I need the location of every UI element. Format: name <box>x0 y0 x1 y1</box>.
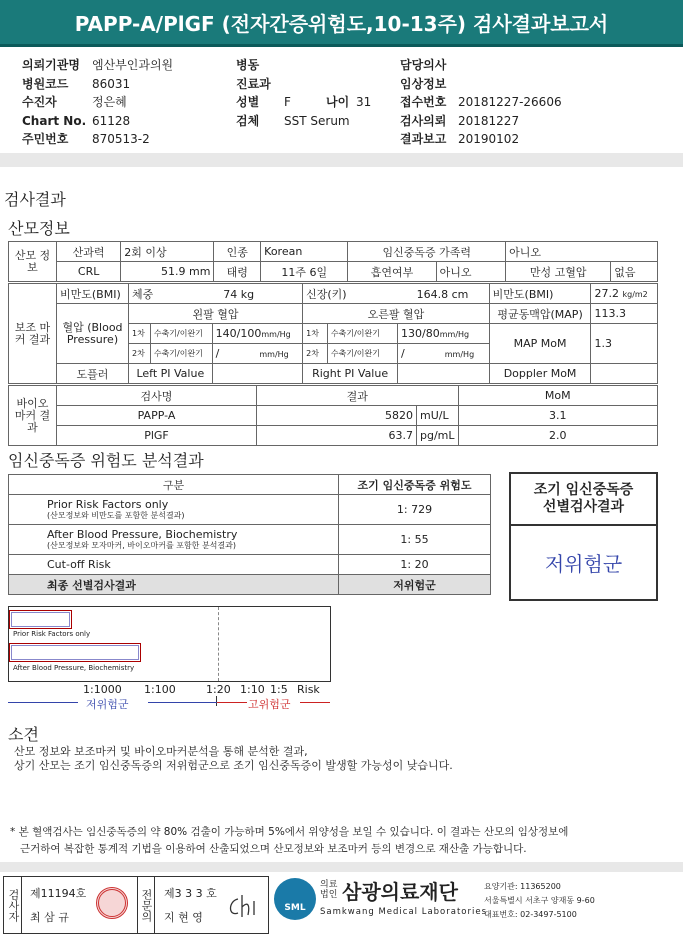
tick-1000: 1:1000 <box>83 683 122 696</box>
org-info: 요양기관: 11365200 서울특별시 서초구 양재동 9-60 대표번호: 02-3497-5100 <box>484 882 595 919</box>
tick-5: 1:5 <box>270 683 288 696</box>
header-divider <box>0 153 683 167</box>
signature-icon <box>226 891 262 921</box>
report-title: PAPP-A/PlGF (전자간증위험도,10-13주) 검사결과보고서 <box>0 0 683 47</box>
aux-marker-table: 보조 마커 결과 비만도(BMI) 체중 74 kg 신장(키) 164.8 cm 비만도(BMI) 27.2 kg/m2 혈압 (Blood Pressure) 왼팔 혈압 오른팔 혈압 평균동맥압(MAP) 113.3 1차 수축기/이완기 140/100mm/Hg 1차 수축기/이완기 130/80mm/Hg MAP MoM 1.3 2차 수축기/이완기 / mm/Hg 2차 수축기/이완기 / mm/Hg 도플러 Left PI Value Right PI Value Doppler MoM <box>8 283 658 384</box>
sml-logo-icon: SML <box>274 878 316 920</box>
high-risk-label: 고위험군 <box>248 698 291 711</box>
note-text: * 본 혈액검사는 임신중독증의 약 80% 검출이 가능하며 5%에서 위양성을 보일 수 있습니다. 이 결과는 산모의 임상정보에 근거하여 복잡한 통계적 기법을 이용하여 산출되었으며 산모정보와 보조마커 등의 변경으로 재산출 가능합니다. <box>10 826 569 855</box>
opinion-text: 산모 정보와 보조마커 및 바이오마커분석을 통해 분석한 결과, 상기 산모는 조기 임신중독증의 저위험군으로 조기 임신중독증이 발생할 가능성이 낮습니다. <box>14 745 453 772</box>
org-english: Samkwang Medical Laboratories <box>320 907 488 917</box>
risk-heading: 임신중독증 위험도 분석결과 <box>8 451 204 470</box>
header-col-2: 병동 진료과 성별 F 나이 31 검체 SST Serum <box>236 58 372 128</box>
footer-divider <box>0 862 683 872</box>
tick-10: 1:10 <box>240 683 265 696</box>
signature-box: 검사자 제11194호 최 삼 규 전문의 제3 3 3 호 지 현 영 <box>3 876 269 934</box>
bio-marker-table: 바이오 마커 결과 검사명 결과 MoM PAPP-A 5820 mU/L 3.1 PlGF 63.7 pg/mL 2.0 <box>8 385 658 446</box>
org-name: 삼광의료재단 <box>342 880 458 904</box>
screening-result-box: 조기 임신중독증 선별검사결과 저위험군 <box>509 472 658 601</box>
tick-risk: Risk <box>297 683 320 696</box>
tick-100: 1:100 <box>144 683 176 696</box>
risk-bar-chart <box>8 606 331 682</box>
risk-axis <box>8 682 338 714</box>
results-heading: 검사결과 <box>4 190 66 209</box>
org-type: 의료 법인 <box>320 880 338 900</box>
mother-table: 산모 정보 산과력 2회 이상 인종 Korean 임신중독증 가족력 아니오 CRL 51.9 mm 태령 11주 6일 흡연여부 아니오 만성 고혈압 없음 <box>8 241 658 282</box>
seal-icon <box>96 887 128 919</box>
opinion-heading: 소견 <box>8 725 39 744</box>
risk-table: 구분 조기 임신중독증 위험도 Prior Risk Factors only (산모정보와 비만도를 포함한 분석결과) 1: 729 After Blood Pressure, Biochemistry (산모정보와 모자마커, 바이오마커를 포함한 분석결과) 1: 55 Cut-off Risk 1: 20 최종 선별검사결과 저위험군 <box>8 474 491 595</box>
mother-heading: 산모정보 <box>8 219 70 238</box>
tick-20: 1:20 <box>206 683 231 696</box>
bar-label-after: After Blood Pressure, Biochemistry <box>13 664 135 672</box>
header-col-3: 담당의사 임상정보 접수번호 20181227-26606 검사의뢰 20181227 결과보고 20190102 <box>400 58 562 146</box>
bar-after-bp <box>9 643 141 662</box>
bar-label-prior: Prior Risk Factors only <box>13 630 91 638</box>
header-col-1: 의뢰기관명 엠산부인과의원 병원코드 86031 수진자 정은혜 Chart No. 61128 주민번호 870513-2 <box>22 58 174 146</box>
bar-prior-risk <box>9 610 72 629</box>
cutoff-line <box>218 607 219 681</box>
low-risk-label: 저위험군 <box>86 698 129 711</box>
